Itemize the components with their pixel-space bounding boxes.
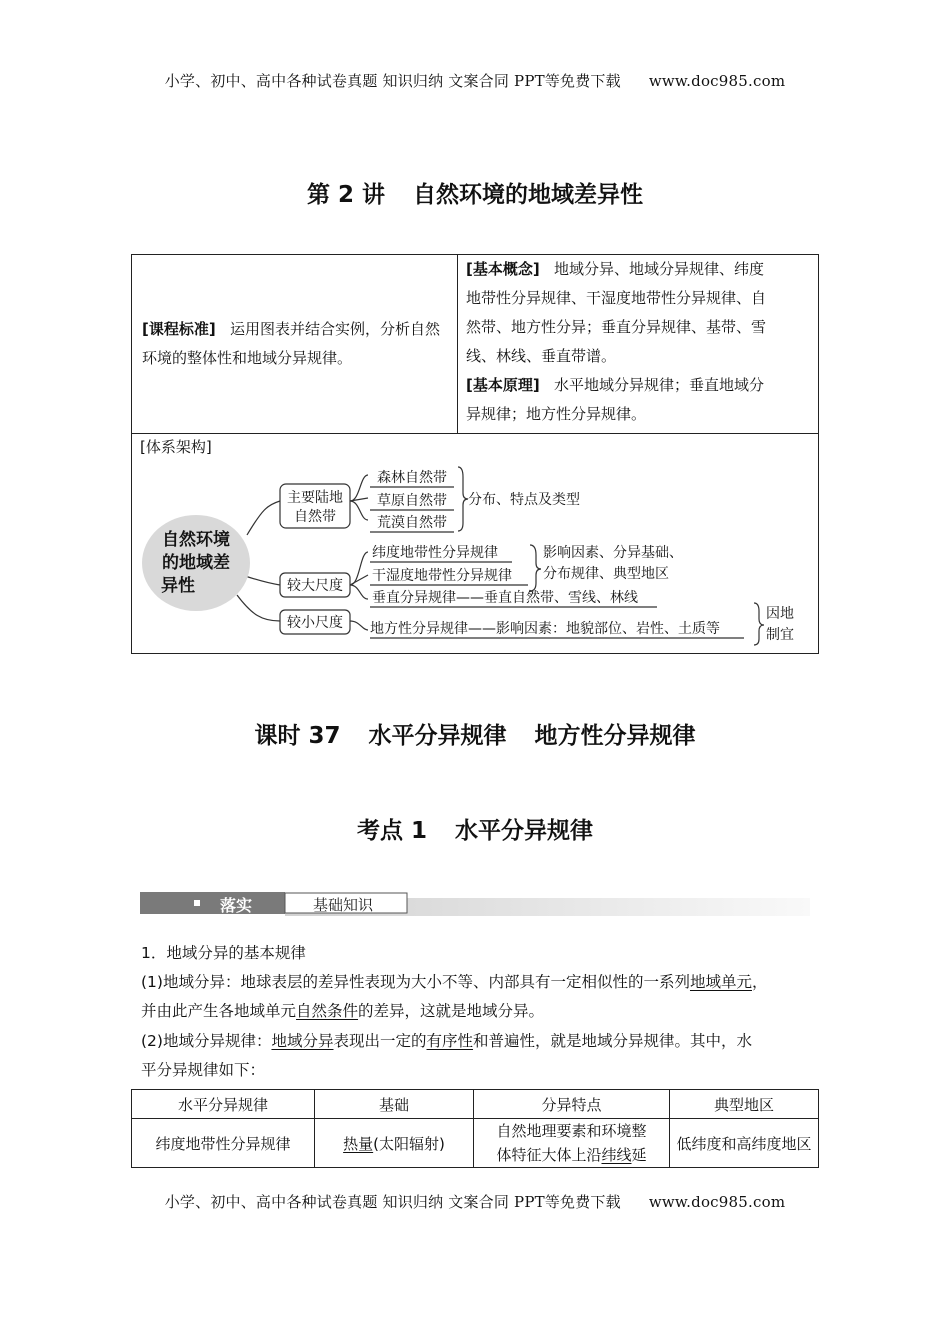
concept-line: 地域分异、地域分异规律、纬度 bbox=[554, 260, 765, 278]
footer-text: 小学、初中、高中各种试卷真题 知识归纳 文案合同 PPT等免费下载 bbox=[164, 1193, 621, 1211]
principle-line: 水平地域分异规律；垂直地域分 bbox=[554, 376, 765, 394]
answer-blank: 纬线 bbox=[601, 1146, 632, 1164]
concept-line: 线、林线、垂直带谱。 bbox=[466, 347, 617, 365]
page-header bbox=[0, 70, 950, 91]
lesson-title bbox=[0, 717, 950, 750]
lesson-number: 课时 37 bbox=[254, 723, 341, 749]
paragraph-2 bbox=[141, 1027, 821, 1085]
point-number: 考点 1 bbox=[356, 818, 427, 844]
horizontal-rule-table bbox=[131, 1089, 819, 1168]
banner-left: 落实 bbox=[220, 896, 253, 915]
text-span: 延 bbox=[631, 1146, 647, 1164]
standards-table bbox=[131, 254, 819, 654]
text-span: ， bbox=[751, 973, 768, 991]
lecture-number: 第 2 讲 bbox=[306, 182, 386, 208]
page-footer bbox=[0, 1191, 950, 1212]
branch-land-belts: 主要陆地 bbox=[287, 490, 343, 506]
mindmap-center-line: 的地域差 bbox=[162, 553, 230, 573]
table-cell: 低纬度和高纬度地区 bbox=[670, 1119, 819, 1168]
branch-land-belts: 自然带 bbox=[294, 509, 336, 525]
lesson-name: 水平分异规律 bbox=[368, 723, 507, 749]
text-span: (2)地域分异规律： bbox=[141, 1032, 272, 1050]
point-name: 水平分异规律 bbox=[455, 818, 593, 844]
table-header: 典型地区 bbox=[670, 1090, 819, 1119]
adapt-note: 制宜 bbox=[766, 627, 794, 643]
rules-note: 分布规律、典型地区 bbox=[543, 566, 669, 582]
section-banner bbox=[140, 892, 810, 918]
lecture-name: 自然环境的地域差异性 bbox=[413, 182, 644, 208]
header-site[interactable]: www.doc985.com bbox=[648, 72, 786, 90]
answer-blank: 地域单元 bbox=[689, 973, 752, 991]
branch-large-scale: 较大尺度 bbox=[287, 578, 343, 594]
banner-right: 基础知识 bbox=[313, 896, 374, 914]
mindmap-center-line: 自然环境 bbox=[162, 530, 230, 550]
concept-line: 然带、地方性分异；垂直分异规律、基带、雪 bbox=[466, 318, 767, 336]
footer-site[interactable]: www.doc985.com bbox=[648, 1193, 786, 1211]
belt-desert: 荒漠自然带 bbox=[377, 515, 447, 531]
text-span: 并由此产生各地域单元 bbox=[141, 1002, 297, 1020]
rule-vertical: 垂直分异规律——垂直自然带、雪线、林线 bbox=[372, 590, 638, 606]
table-header: 基础 bbox=[315, 1090, 474, 1119]
text-line: 平分异规律如下： bbox=[141, 1061, 266, 1079]
course-standard-label: [课程标准] bbox=[142, 320, 216, 338]
text-span: 体特征大体上沿 bbox=[496, 1146, 602, 1164]
branch-small-scale: 较小尺度 bbox=[287, 615, 343, 631]
header-text: 小学、初中、高中各种试卷真题 知识归纳 文案合同 PPT等免费下载 bbox=[164, 72, 621, 90]
table-cell bbox=[315, 1119, 474, 1168]
table-header: 水平分异规律 bbox=[132, 1090, 315, 1119]
text-span: 的差异，这就是地域分异。 bbox=[358, 1002, 545, 1020]
belts-note: 分布、特点及类型 bbox=[468, 492, 580, 508]
adapt-note: 因地 bbox=[766, 606, 794, 622]
section-heading: 1．地域分异的基本规律 bbox=[141, 944, 306, 962]
concept-label: [基本概念] bbox=[466, 260, 540, 278]
answer-blank: 地域分异 bbox=[271, 1032, 334, 1050]
concept-line: 地带性分异规律、干湿度地带性分异规律、自 bbox=[466, 289, 767, 307]
mindmap-center-line: 异性 bbox=[161, 576, 195, 596]
course-standard-text: 运用图表并结合实例，分析自然环境的整体性和地域分异规律。 bbox=[142, 320, 441, 367]
table-row bbox=[132, 1119, 819, 1168]
paragraph-1 bbox=[141, 968, 821, 1026]
table-header-row bbox=[132, 1090, 819, 1119]
lecture-title bbox=[0, 176, 950, 209]
answer-blank: 自然条件 bbox=[296, 1002, 359, 1020]
rule-latitudinal: 纬度地带性分异规律 bbox=[372, 545, 498, 561]
table-header: 分异特点 bbox=[474, 1090, 670, 1119]
rule-local: 地方性分异规律——影响因素：地貌部位、岩性、土质等 bbox=[370, 621, 720, 637]
belt-grassland: 草原自然带 bbox=[377, 493, 447, 509]
lesson-name: 地方性分异规律 bbox=[534, 723, 696, 749]
text-span: 表现出一定的 bbox=[333, 1032, 427, 1050]
text-line: 自然地理要素和环境整 bbox=[496, 1122, 647, 1140]
answer-blank: 有序性 bbox=[426, 1032, 474, 1050]
rules-note: 影响因素、分异基础、 bbox=[543, 545, 683, 561]
mindmap bbox=[132, 255, 818, 653]
text-span: (太阳辐射) bbox=[373, 1134, 445, 1153]
principle-label: [基本原理] bbox=[466, 376, 540, 394]
point-title bbox=[0, 812, 950, 845]
text-span: (1)地域分异：地球表层的差异性表现为大小不等、内部具有一定相似性的一系列 bbox=[141, 973, 690, 991]
text-span: 和普遍性，就是地域分异规律。其中，水 bbox=[473, 1032, 753, 1050]
framework-label: [体系架构] bbox=[140, 438, 212, 456]
table-cell: 纬度地带性分异规律 bbox=[132, 1119, 315, 1168]
answer-blank: 热量 bbox=[343, 1134, 374, 1153]
table-cell bbox=[474, 1119, 670, 1168]
belt-forest: 森林自然带 bbox=[377, 470, 447, 486]
principle-line: 异规律；地方性分异规律。 bbox=[466, 405, 647, 423]
rule-humidity: 干湿度地带性分异规律 bbox=[372, 568, 512, 584]
